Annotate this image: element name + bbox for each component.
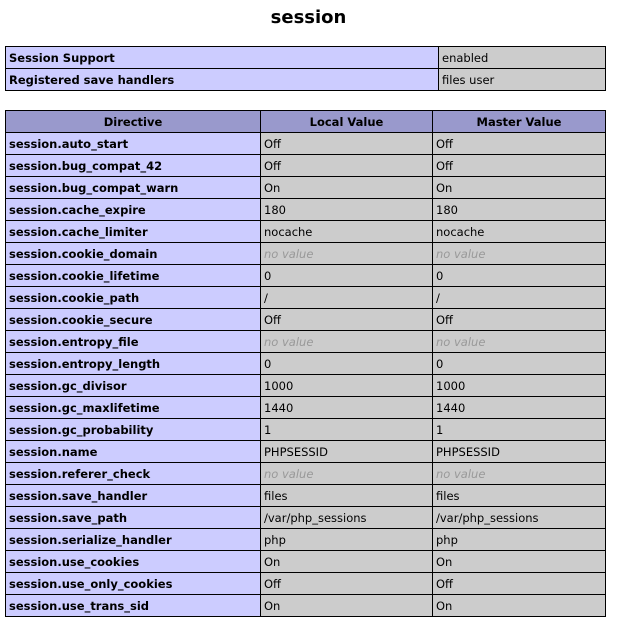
directive-name: session.cookie_lifetime bbox=[6, 265, 261, 287]
local-value: Off bbox=[261, 133, 433, 155]
local-value: Off bbox=[261, 573, 433, 595]
master-value: 1440 bbox=[433, 397, 606, 419]
table-row bbox=[6, 375, 606, 397]
master-value bbox=[433, 243, 606, 265]
directive-name: session.use_cookies bbox=[6, 551, 261, 573]
master-value: /var/php_sessions bbox=[433, 507, 606, 529]
local-value: 180 bbox=[261, 199, 433, 221]
master-value bbox=[433, 331, 606, 353]
local-value: php bbox=[261, 529, 433, 551]
master-value: On bbox=[433, 551, 606, 573]
directive-name: session.cookie_path bbox=[6, 287, 261, 309]
column-header-local-value: Local Value bbox=[261, 111, 433, 133]
table-row bbox=[6, 133, 606, 155]
local-value bbox=[261, 331, 433, 353]
table-row bbox=[6, 441, 606, 463]
master-value: nocache bbox=[433, 221, 606, 243]
table-row bbox=[6, 551, 606, 573]
directive-name: session.cache_expire bbox=[6, 199, 261, 221]
directive-name: session.auto_start bbox=[6, 133, 261, 155]
directive-name: session.name bbox=[6, 441, 261, 463]
local-value: nocache bbox=[261, 221, 433, 243]
master-value: On bbox=[433, 177, 606, 199]
directive-name: session.bug_compat_warn bbox=[6, 177, 261, 199]
local-value: files bbox=[261, 485, 433, 507]
directive-name: session.entropy_length bbox=[6, 353, 261, 375]
directive-name: session.gc_probability bbox=[6, 419, 261, 441]
table-row bbox=[6, 243, 606, 265]
info-value: enabled bbox=[439, 47, 606, 69]
local-value: 1 bbox=[261, 419, 433, 441]
local-value: 1440 bbox=[261, 397, 433, 419]
master-value: 1000 bbox=[433, 375, 606, 397]
local-value: 0 bbox=[261, 353, 433, 375]
directives-body bbox=[6, 133, 606, 617]
table-row bbox=[6, 47, 606, 69]
local-value: Off bbox=[261, 155, 433, 177]
master-value: Off bbox=[433, 309, 606, 331]
master-value: Off bbox=[433, 573, 606, 595]
master-value: 0 bbox=[433, 353, 606, 375]
no-value-text: no value bbox=[264, 246, 314, 261]
directive-name: session.cookie_secure bbox=[6, 309, 261, 331]
table-row bbox=[6, 573, 606, 595]
table-row bbox=[6, 177, 606, 199]
table-row bbox=[6, 331, 606, 353]
local-value bbox=[261, 243, 433, 265]
session-info-table bbox=[5, 46, 606, 91]
directive-name: session.gc_maxlifetime bbox=[6, 397, 261, 419]
master-value: 1 bbox=[433, 419, 606, 441]
local-value: Off bbox=[261, 309, 433, 331]
table-row bbox=[6, 69, 606, 91]
local-value: /var/php_sessions bbox=[261, 507, 433, 529]
column-header-directive: Directive bbox=[6, 111, 261, 133]
table-row bbox=[6, 199, 606, 221]
master-value: PHPSESSID bbox=[433, 441, 606, 463]
table-row bbox=[6, 595, 606, 617]
directive-name: session.save_path bbox=[6, 507, 261, 529]
table-row bbox=[6, 507, 606, 529]
table-row bbox=[6, 265, 606, 287]
table-row bbox=[6, 529, 606, 551]
directive-name: session.referer_check bbox=[6, 463, 261, 485]
local-value: / bbox=[261, 287, 433, 309]
master-value: files bbox=[433, 485, 606, 507]
no-value-text: no value bbox=[264, 334, 314, 349]
directive-name: session.bug_compat_42 bbox=[6, 155, 261, 177]
page-title: session bbox=[270, 7, 347, 28]
master-value: 180 bbox=[433, 199, 606, 221]
no-value-text: no value bbox=[436, 246, 486, 261]
directive-name: session.save_handler bbox=[6, 485, 261, 507]
master-value: / bbox=[433, 287, 606, 309]
local-value: 0 bbox=[261, 265, 433, 287]
master-value: php bbox=[433, 529, 606, 551]
directives-table bbox=[5, 110, 606, 617]
directive-name: session.cache_limiter bbox=[6, 221, 261, 243]
directive-name: session.use_only_cookies bbox=[6, 573, 261, 595]
master-value: On bbox=[433, 595, 606, 617]
table-row bbox=[6, 463, 606, 485]
table-row bbox=[6, 353, 606, 375]
local-value: 1000 bbox=[261, 375, 433, 397]
local-value: PHPSESSID bbox=[261, 441, 433, 463]
table-header-row bbox=[6, 111, 606, 133]
table-row bbox=[6, 287, 606, 309]
table-row bbox=[6, 419, 606, 441]
directive-name: session.serialize_handler bbox=[6, 529, 261, 551]
master-value: Off bbox=[433, 133, 606, 155]
table-row bbox=[6, 397, 606, 419]
master-value: Off bbox=[433, 155, 606, 177]
local-value: On bbox=[261, 595, 433, 617]
no-value-text: no value bbox=[264, 466, 314, 481]
master-value: 0 bbox=[433, 265, 606, 287]
table-row bbox=[6, 155, 606, 177]
local-value bbox=[261, 463, 433, 485]
no-value-text: no value bbox=[436, 466, 486, 481]
table-row bbox=[6, 309, 606, 331]
info-label: Registered save handlers bbox=[6, 69, 439, 91]
directive-name: session.entropy_file bbox=[6, 331, 261, 353]
master-value bbox=[433, 463, 606, 485]
directive-name: session.cookie_domain bbox=[6, 243, 261, 265]
column-header-master-value: Master Value bbox=[433, 111, 606, 133]
table-row bbox=[6, 221, 606, 243]
info-value: files user bbox=[439, 69, 606, 91]
directive-name: session.gc_divisor bbox=[6, 375, 261, 397]
table-row bbox=[6, 485, 606, 507]
local-value: On bbox=[261, 551, 433, 573]
directive-name: session.use_trans_sid bbox=[6, 595, 261, 617]
local-value: On bbox=[261, 177, 433, 199]
info-label: Session Support bbox=[6, 47, 439, 69]
no-value-text: no value bbox=[436, 334, 486, 349]
